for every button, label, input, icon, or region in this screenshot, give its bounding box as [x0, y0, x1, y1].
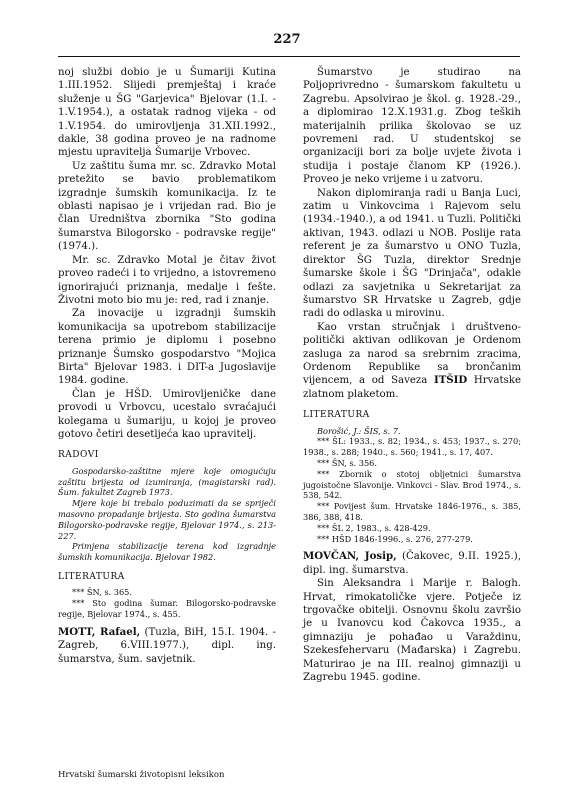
- literatura-item: Borošić, J.: ŠIS, s. 7.: [317, 425, 401, 436]
- mott-entry: [58, 626, 276, 666]
- movcan-name: MOVČAN, Josip,: [303, 550, 397, 563]
- mott-paragraph-1: Šumarstvo je studirao na Poljoprivredno - šumarskom fakultetu u Zagrebu. Apsolvirao je škol. g. 1928.-29., a diplomirao 12.X.1931.g. Zbog teških materijalnih prilika školovao se uz povremeni rad. U studentskoj se organizaciji bori za bolje uvjete života i studija i postaje članom KP (1926.). Proveo je neko vrijeme i u zatvoru.: [303, 67, 521, 186]
- literatura-item: *** Povijest šum. Hrvatske 1846-1976., s. 385, 386, 388, 418.: [303, 501, 521, 522]
- literatura-item: *** ŠL 2, 1983., s. 428-429.: [317, 522, 431, 533]
- motal-paragraph-2: Uz zaštitu šuma mr. sc. Zdravko Motal pretežito se bavio problematikom izgradnje šumskih komunikacija. Iz te oblasti napisao je i vrijedan rad. Bio je član Uredništva zbornika "Sto godina šumarstva Bilogorsko - podravske regije" (1974.).: [58, 160, 276, 253]
- motal-paragraph-5: Član je HŠD. Umirovljeničke dane provodi u Vrbovcu, ucestalo svraćajući kolegama u šumariju, u kojoj je proveo gotovo četiri desetljeća kao upravitelj.: [58, 388, 276, 440]
- motal-paragraph-1: noj službi dobio je u Šumariji Kutina 1.III.1952. Slijedi premještaj i kraće služenje u ŠG "Garjevica" Bjelovar (1.I. - 1.V.1954.), a ostatak radnog vijeka - od 1.V.1954. do umirovljenja 31.XII.1992., dakle, 38 godina proveo je na radnome mjestu upravitelja Šumarije Vrbovec.: [58, 67, 276, 159]
- mott-details: (Tuzla, BiH, 15.I. 1904. - Zagreb, 6.VIII.1977.), dipl. ing. šumarstva, šum. savjetnik.: [58, 626, 276, 665]
- literatura-item: *** ŠN, s. 356.: [317, 457, 377, 468]
- literatura-item: *** Zbornik o stotoj obljetnici šumarstva jugoistočne Slavonije. Vinkovci - Slav. Brod 1974., s. 538, 542.: [303, 468, 521, 501]
- radovi-list: [58, 466, 276, 563]
- book-title-footer: Hrvatski šumarski životopisni leksikon: [58, 770, 225, 780]
- motal-paragraph-3: Mr. sc. Zdravko Motal je čitav život proveo radeći i to vrijedno, a istovremeno ignorirajući priznanja, medalje i fešte. Životni moto bio mu je: red, rad i znanje.: [58, 254, 276, 306]
- literatura-heading: LITERATURA: [58, 571, 125, 582]
- mott-paragraph-3-end: Hrvatske zlatnom plaketom.: [303, 375, 521, 400]
- itsid-label: ITŠID: [433, 374, 468, 387]
- literatura-item: *** ŠN, s. 365.: [72, 587, 132, 598]
- radovi-heading: RADOVI: [58, 450, 99, 461]
- movcan-details: (Čakovec, 9.II. 1925.), dipl. ing. šumarstva.: [303, 551, 521, 576]
- literatura-list: [58, 587, 276, 619]
- movcan-entry: [303, 550, 521, 577]
- motal-paragraph-4: Za inovacije u izgradnji šumskih komunikacija sa upotrebom stabilizacije terena primio je diplomu i posebno priznanje Šumsko gospodarstvo "Mojica Birta" Bjelovar 1983. i DIT-a Jugoslavije 1984. godine.: [58, 308, 276, 387]
- literatura-item: *** ŠL: 1933., s. 82; 1934., s. 453; 1937., s. 270; 1938., s. 288; 1940., s. 560; 1941., s. 17, 407.: [303, 436, 521, 458]
- radovi-item: Primjena stabilizacije terena kod izgradnje šumskih komunikacija. Bjelovar 1982.: [58, 541, 276, 563]
- left-column: [58, 66, 276, 666]
- mott-name: MOTT, Rafael,: [58, 625, 141, 638]
- mott-paragraph-3: [303, 321, 521, 401]
- radovi-item: Mjere koje bi trebalo poduzimati da se spriječi masovno propadanje brijesta. Sto godina šumarstva Bilogorsko-podravske regije, Bjelovar 1974., s. 213-227.: [58, 498, 276, 541]
- header-rule: [58, 56, 520, 57]
- literatura-item: *** Sto godina šumar. Bilogorsko-podravske regije, Bjelovar 1974., s. 455.: [58, 598, 276, 619]
- page-number: 227: [273, 32, 301, 47]
- movcan-paragraph-1: Sin Aleksandra i Marije r. Balogh. Hrvat, rimokatoličke vjere. Potječe iz trgovačke obitelji. Osnovnu školu završio je u Ivanovcu kod Čakovca 1935., a gimnaziju je pohađao u Varaždinu, Szekesfehervaru (Mađarska) i Zagrebu. Maturirao je na III. realnoj gimnaziji u Zagrebu 1945. godine.: [303, 578, 521, 683]
- literatura-heading: LITERATURA: [303, 410, 370, 421]
- literatura-list: [303, 426, 521, 545]
- literatura-item: *** HŠD 1846-1996., s. 276, 277-279.: [317, 533, 473, 544]
- mott-paragraph-2: Nakon diplomiranja radi u Banja Luci, zatim u Vinkovcima i Rajevom selu (1934.-1940.), a od 1941. u Tuzli. Politički aktivan, 1943. odlazi u NOB. Poslije rata referent je za šumarstvo u ONO Tuzla, direktor ŠG Tuzla, direktor Srednje šumarske škole i ŠG "Drinjača", odakle odlazi za savjetnika u Sekretarijat za šumarstvo SR Hrvatske u Zagreb, gdje radi do odlaska u mirovinu.: [303, 187, 521, 320]
- radovi-item: Gospodarsko-zaštitne mjere koje omogućuju zaštitu brijesta od izumiranja, (magistarski rad). Šum. fakultet Zagreb 1973.: [58, 465, 276, 498]
- right-column: [303, 66, 521, 684]
- mott-paragraph-3-text: Kao vrstan stručnjak i društveno-politički aktivan odlikovan je Ordenom zasluga za narod sa srebrnim zracima, Ordenom Republike sa brončanim vijencem, a od Saveza: [303, 321, 521, 387]
